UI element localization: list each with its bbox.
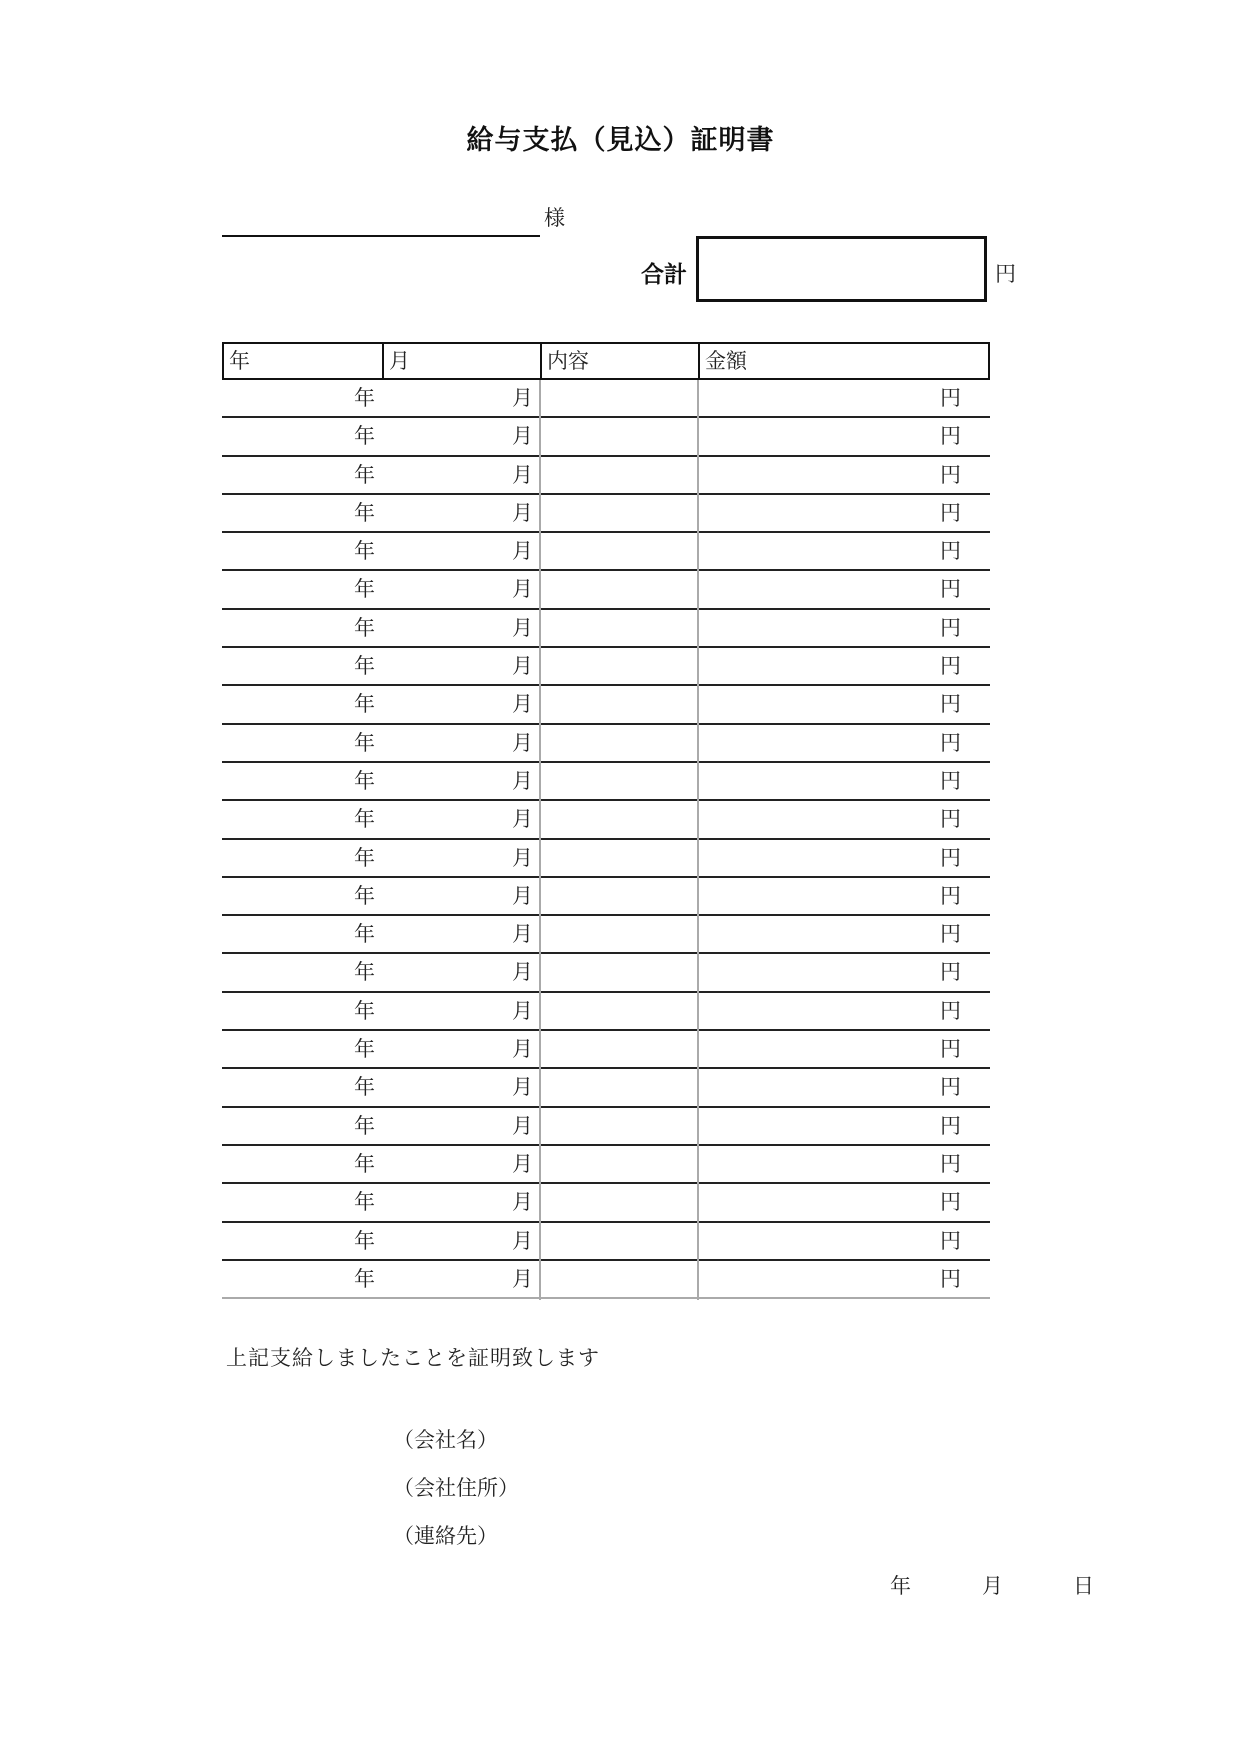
row-month-unit: 月 [512, 1266, 533, 1291]
table-row [222, 1146, 990, 1184]
row-year-unit: 年 [354, 960, 375, 985]
total-amount-box[interactable] [696, 236, 987, 302]
header-amount: 金額 [698, 344, 988, 378]
row-amount-unit: 円 [940, 730, 961, 755]
row-month-unit: 月 [512, 424, 533, 449]
row-amount-unit: 円 [940, 692, 961, 717]
row-amount-unit: 円 [940, 577, 961, 602]
recipient-suffix: 様 [544, 206, 565, 230]
header-month: 月 [382, 344, 540, 378]
row-year-unit: 年 [354, 845, 375, 870]
table-row [222, 954, 990, 992]
table-row [222, 495, 990, 533]
table-row [222, 801, 990, 839]
table-row [222, 1223, 990, 1261]
date-month: 月 [982, 1574, 1003, 1598]
total-label: 合計 [641, 262, 687, 288]
row-year-unit: 年 [354, 807, 375, 832]
row-month-unit: 月 [512, 386, 533, 410]
row-year-unit: 年 [354, 1151, 375, 1176]
row-amount-unit: 円 [940, 1075, 961, 1100]
row-year-unit: 年 [354, 922, 375, 947]
row-month-unit: 月 [512, 500, 533, 525]
row-month-unit: 月 [512, 1037, 533, 1062]
table-row [222, 1261, 990, 1299]
row-amount-unit: 円 [940, 883, 961, 908]
total-unit: 円 [995, 262, 1016, 286]
row-month-unit: 月 [512, 807, 533, 832]
row-month-unit: 月 [512, 730, 533, 755]
row-month-unit: 月 [512, 922, 533, 947]
table-row [222, 1031, 990, 1069]
table-row [222, 916, 990, 954]
company-name: （会社名） [393, 1428, 498, 1452]
row-month-unit: 月 [512, 768, 533, 793]
table-row [222, 1069, 990, 1107]
table-row [222, 380, 990, 418]
row-amount-unit: 円 [940, 424, 961, 449]
row-month-unit: 月 [512, 577, 533, 602]
column-divider-amount [697, 380, 699, 1300]
header-content: 内容 [540, 344, 698, 378]
row-amount-unit: 円 [940, 386, 961, 410]
column-divider-content [539, 380, 541, 1300]
table-row [222, 993, 990, 1031]
row-year-unit: 年 [354, 883, 375, 908]
row-year-unit: 年 [354, 1113, 375, 1138]
row-year-unit: 年 [354, 500, 375, 525]
row-year-unit: 年 [354, 539, 375, 564]
row-amount-unit: 円 [940, 768, 961, 793]
row-month-unit: 月 [512, 998, 533, 1023]
row-month-unit: 月 [512, 615, 533, 640]
table-row [222, 840, 990, 878]
row-year-unit: 年 [354, 654, 375, 679]
table-row [222, 686, 990, 724]
row-amount-unit: 円 [940, 922, 961, 947]
row-month-unit: 月 [512, 654, 533, 679]
salary-table [222, 342, 990, 1299]
company-contact: （連絡先） [393, 1524, 498, 1548]
row-month-unit: 月 [512, 883, 533, 908]
header-year: 年 [229, 349, 250, 373]
row-year-unit: 年 [354, 577, 375, 602]
row-amount-unit: 円 [940, 1190, 961, 1215]
certification-text: 上記支給しましたことを証明致します [226, 1346, 600, 1370]
row-amount-unit: 円 [940, 1151, 961, 1176]
row-amount-unit: 円 [940, 807, 961, 832]
row-amount-unit: 円 [940, 1113, 961, 1138]
row-month-unit: 月 [512, 539, 533, 564]
row-year-unit: 年 [354, 462, 375, 487]
row-amount-unit: 円 [940, 960, 961, 985]
table-row [222, 878, 990, 916]
row-year-unit: 年 [354, 386, 375, 410]
row-year-unit: 年 [354, 998, 375, 1023]
row-amount-unit: 円 [940, 1228, 961, 1253]
row-month-unit: 月 [512, 1151, 533, 1176]
table-row [222, 457, 990, 495]
row-month-unit: 月 [512, 960, 533, 985]
row-year-unit: 年 [354, 692, 375, 717]
row-month-unit: 月 [512, 1075, 533, 1100]
document-title: 給与支払（見込）証明書 [466, 125, 775, 156]
row-amount-unit: 円 [940, 1266, 961, 1291]
date-day: 日 [1073, 1574, 1094, 1598]
row-year-unit: 年 [354, 1037, 375, 1062]
table-row [222, 1184, 990, 1222]
table-row [222, 1108, 990, 1146]
row-amount-unit: 円 [940, 845, 961, 870]
row-year-unit: 年 [354, 730, 375, 755]
date-year: 年 [890, 1574, 911, 1598]
table-row [222, 725, 990, 763]
row-month-unit: 月 [512, 462, 533, 487]
row-month-unit: 月 [512, 1228, 533, 1253]
row-year-unit: 年 [354, 1075, 375, 1100]
row-amount-unit: 円 [940, 1037, 961, 1062]
row-year-unit: 年 [354, 1228, 375, 1253]
recipient-name-line[interactable] [222, 235, 540, 237]
row-year-unit: 年 [354, 615, 375, 640]
row-month-unit: 月 [512, 1113, 533, 1138]
row-month-unit: 月 [512, 692, 533, 717]
row-year-unit: 年 [354, 424, 375, 449]
row-amount-unit: 円 [940, 615, 961, 640]
table-body [222, 380, 990, 1299]
table-row [222, 763, 990, 801]
table-row [222, 533, 990, 571]
row-month-unit: 月 [512, 845, 533, 870]
row-amount-unit: 円 [940, 500, 961, 525]
table-row [222, 418, 990, 456]
row-amount-unit: 円 [940, 539, 961, 564]
row-amount-unit: 円 [940, 462, 961, 487]
table-header [222, 342, 990, 380]
row-year-unit: 年 [354, 1266, 375, 1291]
table-row [222, 648, 990, 686]
table-row [222, 571, 990, 609]
row-year-unit: 年 [354, 768, 375, 793]
table-row [222, 610, 990, 648]
company-address: （会社住所） [393, 1476, 519, 1500]
row-year-unit: 年 [354, 1190, 375, 1215]
row-amount-unit: 円 [940, 998, 961, 1023]
row-month-unit: 月 [512, 1190, 533, 1215]
row-amount-unit: 円 [940, 654, 961, 679]
